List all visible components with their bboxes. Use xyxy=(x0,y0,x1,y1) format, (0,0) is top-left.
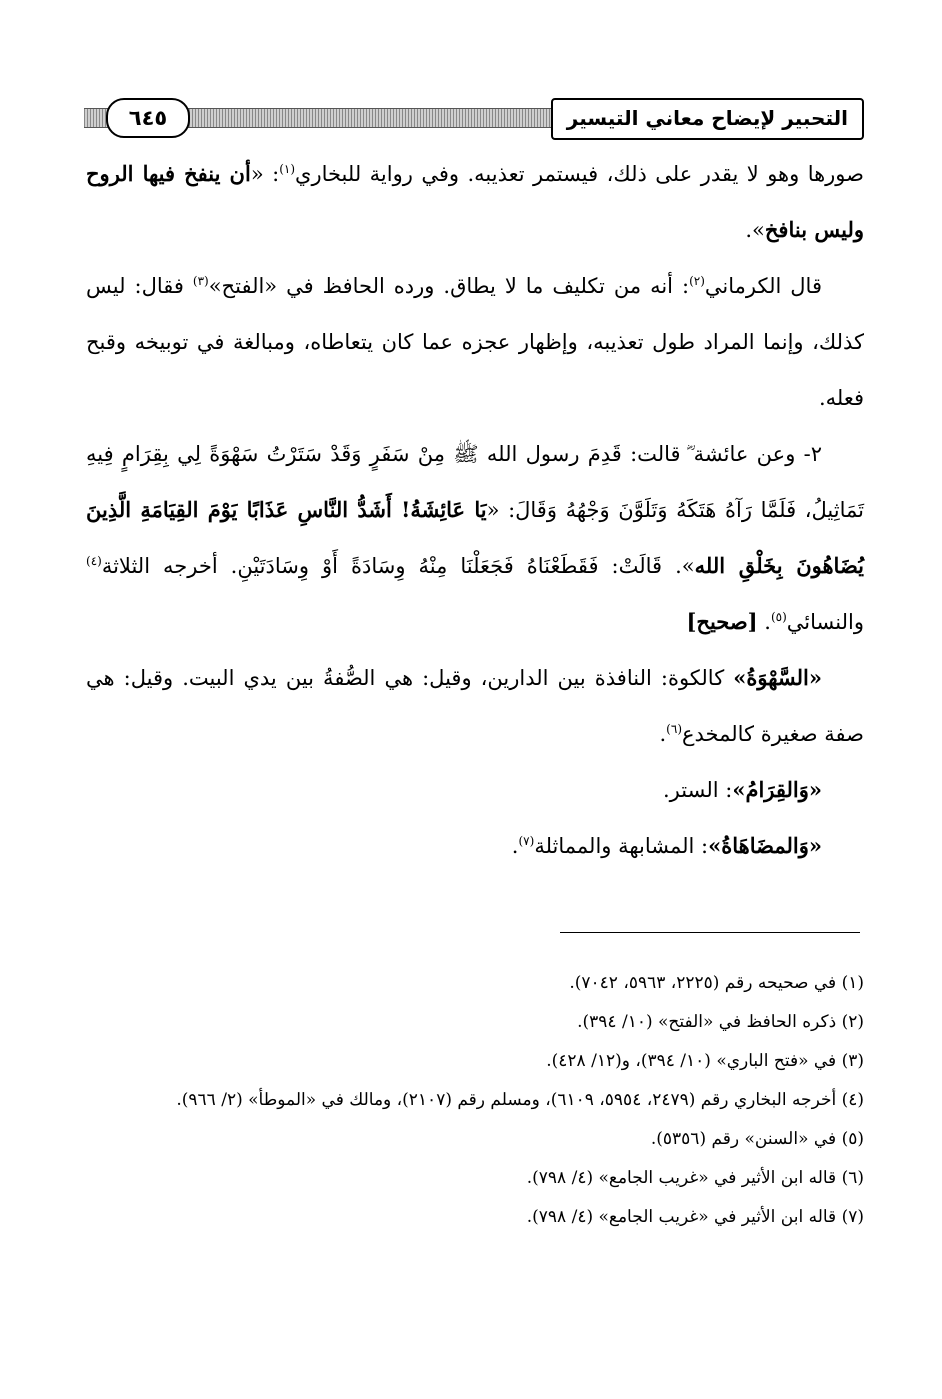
footnote-ref-1: (١) xyxy=(279,162,296,176)
glossary-term: «وَالمضَاهَاةُ» xyxy=(708,833,822,858)
glossary-term: «السَّهْوَةُ» xyxy=(733,665,822,690)
text-run: فقال: ليس كذلك، وإنما المراد طول تعذيبه، وإظهار عجزه عما كان يتعاطاه، ومبالغة في توبيخه وقبح فعله. xyxy=(86,274,864,410)
hadith-quote-bold: أن ينفخ فيها الروح وليس بنافخ xyxy=(86,161,864,242)
text-run: : الستر. xyxy=(663,778,733,802)
footnote-6: (٦) قاله ابن الأثير في «غريب الجامع» (٤/ ٧٩٨). xyxy=(526,1168,864,1188)
paragraph-sahwa xyxy=(86,650,864,762)
text-run: . xyxy=(511,834,519,858)
footnote-ref-2: (٢) xyxy=(689,274,705,288)
footnote-3: (٣) في «فتح الباري» (١٠/ ٣٩٤)، و(١٢/ ٤٢٨). xyxy=(546,1051,864,1071)
footnote-ref-3: (٣) xyxy=(192,274,209,288)
text-run: قال الكرماني xyxy=(704,274,822,298)
text-run: ٢- وعن عائشة ؓ قالت: قَدِمَ رسول الله ﷺ مِنْ سَفَرٍ وَقَدْ سَتَرْتُ سَهْوَةً لِي بِقِرَامٍ فِيهِ تَمَاثِيلُ، فَلَمَّا رَآهُ هَتَكَهُ وَتَلَوَّنَ وَجْهُهُ وَقَالَ: « xyxy=(86,442,864,522)
page-header xyxy=(84,98,864,140)
grade-label: [صحيح] xyxy=(686,609,758,634)
footnote-2: (٢) ذكره الحافظ في «الفتح» (١٠/ ٣٩٤). xyxy=(577,1012,864,1032)
footnote-5: (٥) في «السنن» رقم (٥٣٥٦). xyxy=(650,1129,864,1149)
glossary-term: «وَالقِرَامُ» xyxy=(732,777,822,802)
text-run: . xyxy=(757,610,771,634)
text-run: : المشابهة والمماثلة xyxy=(534,834,709,858)
book-title: التحبير لإيضاح معاني التيسير xyxy=(551,98,864,140)
text-run: . xyxy=(659,722,667,746)
text-run: كالكوة: النافذة بين الدارين، وقيل: هي الصُّفةُ بين يدي البيت. وقيل: هي صفة صغيرة كالمخدع xyxy=(86,666,864,746)
footnote-1: (١) في صحيحه رقم (٢٢٢٥، ٥٩٦٣، ٧٠٤٢). xyxy=(569,973,864,993)
footnote-ref-7: (٧) xyxy=(518,834,535,848)
text-run: ». xyxy=(745,218,765,242)
paragraph-hadith-2 xyxy=(86,426,864,650)
text-run: : أنه من تكليف ما لا يطاق. ورده الحافظ في «الفتح» xyxy=(208,274,690,298)
footnotes xyxy=(86,964,864,1237)
paragraph-continuation xyxy=(86,146,864,258)
paragraph-qiram xyxy=(86,762,864,818)
text-run: : « xyxy=(250,162,280,186)
footnote-ref-4: (٤) xyxy=(86,554,102,568)
paragraph-kirmani xyxy=(86,258,864,426)
footnote-7: (٧) قاله ابن الأثير في «غريب الجامع» (٤/ ٧٩٨). xyxy=(526,1207,864,1227)
footnote-separator xyxy=(560,932,860,933)
main-text xyxy=(86,146,864,874)
footnote-ref-6: (٦) xyxy=(666,722,682,736)
hadith-quote-bold: يَا عَائِشَةُ! أَشَدُّ النَّاسِ عَذَابًا يَوْمَ القِيَامَةِ الَّذِينَ يُضَاهُونَ بِخَلْقِ الله xyxy=(86,497,865,578)
text-run: والنسائي xyxy=(786,610,864,634)
footnote-4: (٤) أخرجه البخاري رقم (٢٤٧٩، ٥٩٥٤، ٦١٠٩)، ومسلم رقم (٢١٠٧)، ومالك في «الموطأ» (٢/ ٩٦٦). xyxy=(176,1090,864,1110)
page-number: ٦٤٥ xyxy=(106,98,190,138)
text-run: صورها وهو لا يقدر على ذلك، فيستمر تعذيبه. وفي رواية للبخاري xyxy=(295,162,864,186)
text-run: ». قَالَتْ: فَقَطَعْنَاهُ فَجَعَلْنَا مِنْهُ وِسَادَةً أَوْ وِسَادَتَيْنِ. أخرجه الثلاثة xyxy=(101,554,695,578)
footnote-ref-5: (٥) xyxy=(770,610,787,624)
paragraph-mudahat xyxy=(86,818,864,874)
